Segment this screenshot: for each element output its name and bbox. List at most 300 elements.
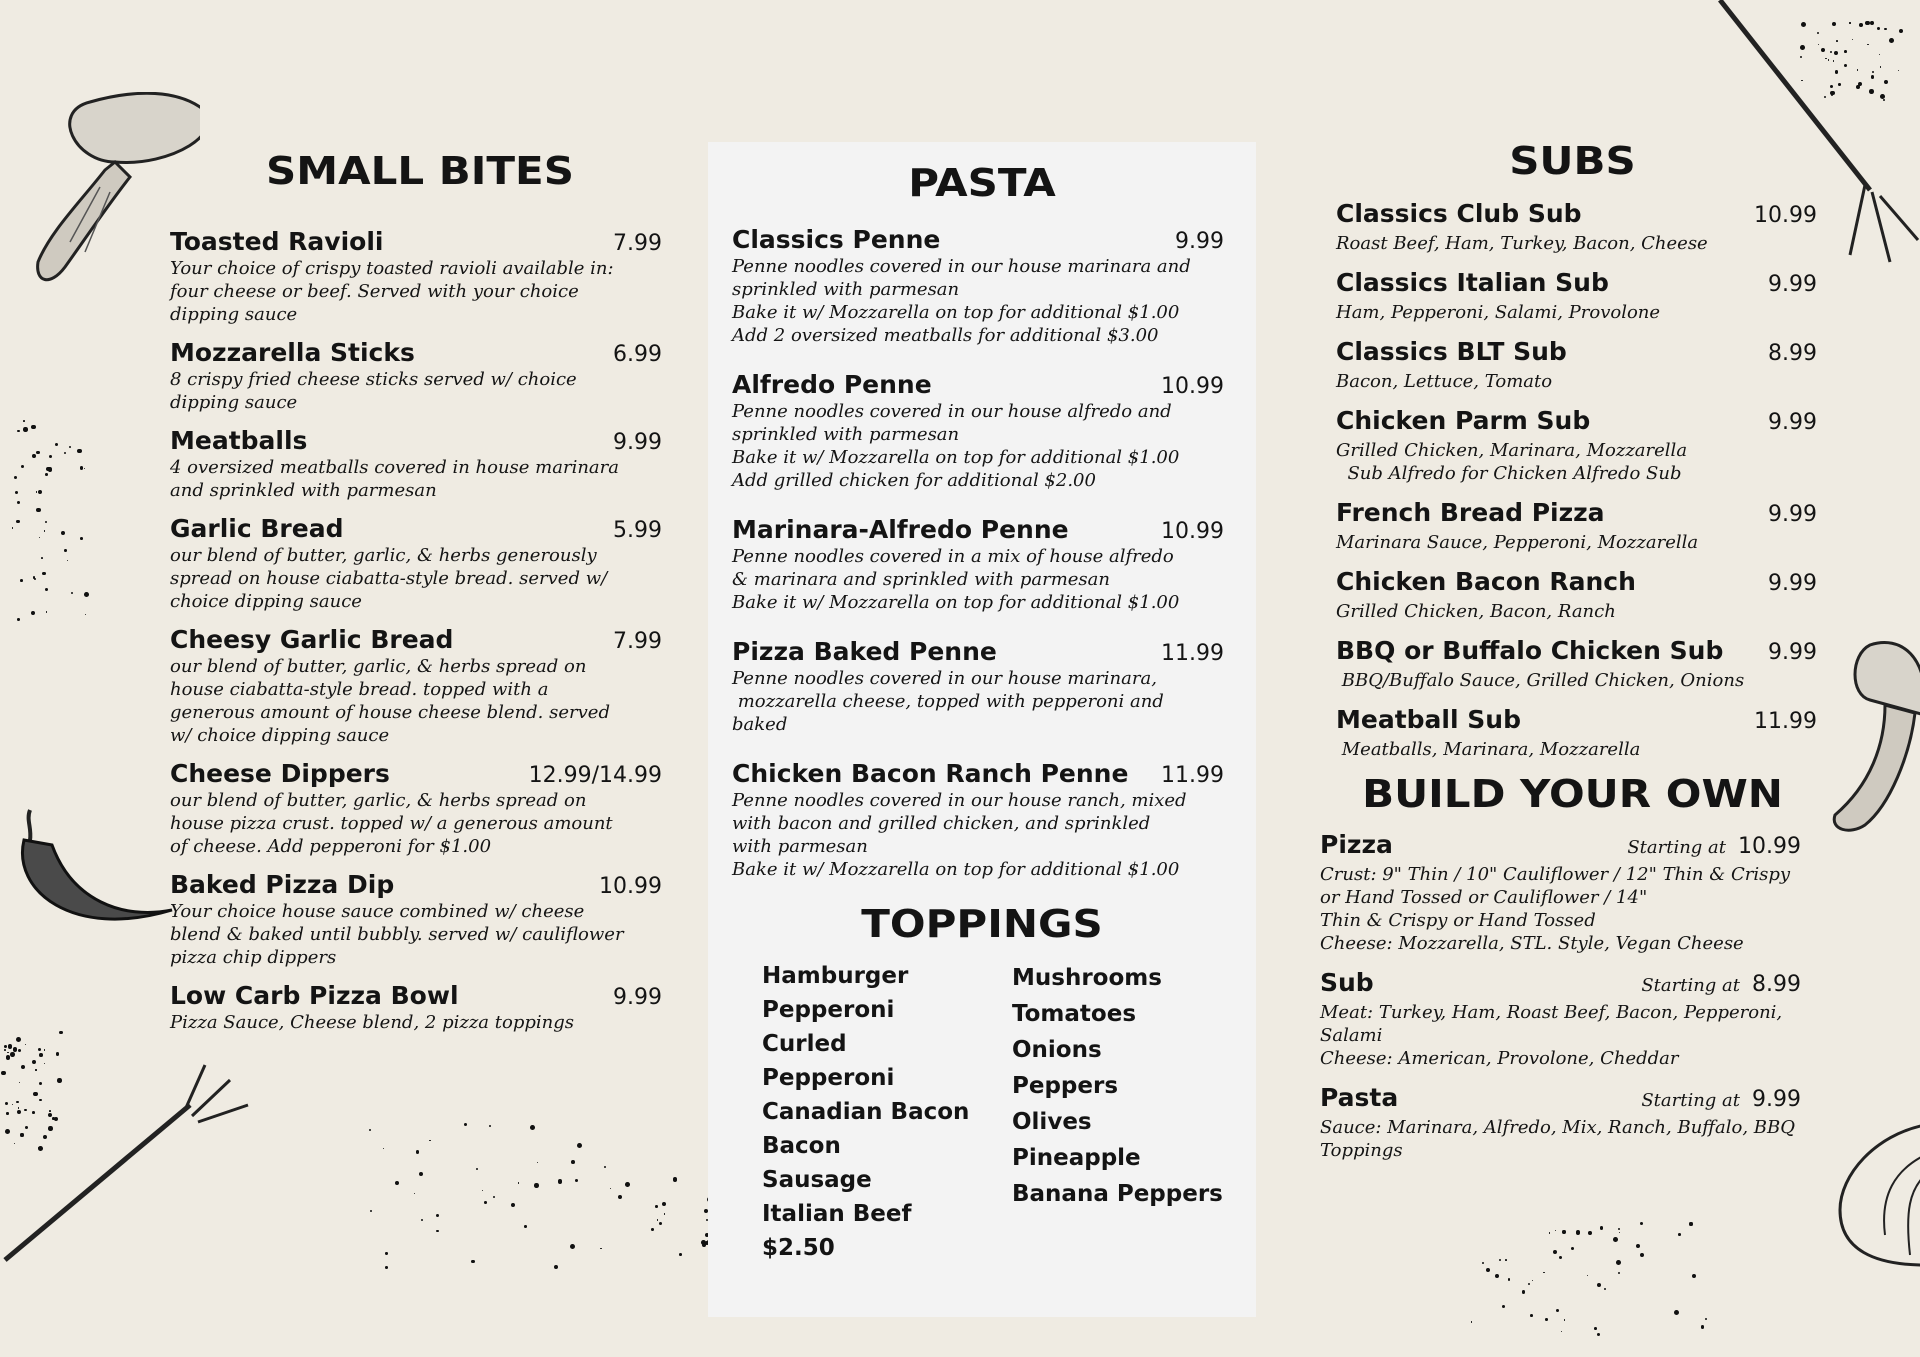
ink-speck xyxy=(558,1179,563,1184)
menu-item-name: Meatballs xyxy=(170,426,308,455)
ink-speck xyxy=(554,1265,558,1269)
description-line: Cheese: American, Provolone, Cheddar xyxy=(1320,1048,1679,1069)
ink-speck xyxy=(1800,45,1805,50)
menu-item xyxy=(170,758,670,858)
ink-speck xyxy=(39,1053,43,1057)
description-line: Penne noodles covered in our house marinara and xyxy=(732,256,1191,277)
ink-speck xyxy=(1618,1272,1620,1274)
menu-item-price: 9.99 xyxy=(1768,272,1817,297)
topping-item: Bacon xyxy=(762,1133,841,1159)
description-line: Grilled Chicken, Marinara, Mozzarella xyxy=(1336,440,1688,461)
ink-speck xyxy=(1821,48,1825,52)
ink-speck xyxy=(1571,1247,1574,1250)
ink-speck xyxy=(61,531,65,535)
ink-speck xyxy=(416,1150,420,1154)
description-line: of cheese. Add pepperoni for $1.00 xyxy=(170,836,492,857)
menu-list xyxy=(1320,198,1825,761)
menu-item xyxy=(732,636,1232,736)
topping-item: Sausage xyxy=(762,1167,872,1193)
menu-item-name: Chicken Bacon Ranch xyxy=(1336,567,1636,596)
ink-speck xyxy=(1587,1275,1588,1276)
description-line: Roast Beef, Ham, Turkey, Bacon, Cheese xyxy=(1336,233,1708,254)
ink-speck xyxy=(71,592,73,594)
ink-speck xyxy=(1556,1309,1560,1313)
menu-item-price: 7.99 xyxy=(613,629,662,654)
menu-item-price: 6.99 xyxy=(613,342,662,367)
menu-item xyxy=(1320,267,1825,324)
ink-speck xyxy=(702,1243,706,1247)
ink-speck xyxy=(1530,1314,1533,1317)
description-line: Marinara Sauce, Pepperoni, Mozzarella xyxy=(1336,532,1699,553)
description-line: our blend of butter, garlic, & herbs generously xyxy=(170,545,597,566)
ink-speck xyxy=(36,491,37,492)
ink-speck xyxy=(1830,51,1832,53)
ink-speck xyxy=(1562,1230,1565,1233)
description-line: dipping sauce xyxy=(170,304,298,325)
menu-item xyxy=(170,624,670,747)
menu-item xyxy=(1320,635,1825,692)
menu-item-name: Alfredo Penne xyxy=(732,370,932,399)
ink-speck xyxy=(436,1214,439,1217)
ink-speck xyxy=(4,1045,7,1048)
ink-speck xyxy=(575,1179,578,1182)
menu-item-header xyxy=(170,624,670,655)
description-line: or Hand Tossed or Cauliflower / 14" xyxy=(1320,887,1648,908)
ink-speck xyxy=(17,430,20,433)
ink-speck xyxy=(1597,1283,1601,1287)
ink-speck xyxy=(45,473,48,476)
menu-item-price: 9.99 xyxy=(1175,229,1224,254)
description-line: Penne noodles covered in our house alfredo and xyxy=(732,401,1172,422)
ink-speck xyxy=(45,588,48,591)
description-line: Bake it w/ Mozzarella on top for additional $1.00 xyxy=(732,859,1180,880)
description-line: Ham, Pepperoni, Salami, Provolone xyxy=(1336,302,1661,323)
build-item-description xyxy=(1320,1001,1825,1070)
ink-speck xyxy=(662,1202,666,1206)
ink-speck xyxy=(23,420,25,422)
ink-speck xyxy=(44,530,46,532)
menu-item-name: Classics BLT Sub xyxy=(1336,337,1567,366)
build-item-price: 10.99 xyxy=(1738,834,1801,859)
menu-item-price: 11.99 xyxy=(1754,709,1817,734)
ink-speck xyxy=(530,1125,535,1130)
description-line: pizza chip dippers xyxy=(170,947,337,968)
ink-speck xyxy=(64,452,66,454)
ink-speck xyxy=(518,1182,519,1183)
menu-item-header xyxy=(732,514,1232,545)
ink-speck xyxy=(489,1125,491,1127)
ink-speck xyxy=(1636,1244,1640,1248)
topping-item: Italian Beef $2.50 xyxy=(762,1201,912,1261)
description-line: with parmesan xyxy=(732,836,868,857)
menu-item-price: 9.99 xyxy=(613,430,662,455)
menu-item-description xyxy=(1336,301,1825,324)
description-line: our blend of butter, garlic, & herbs spread on xyxy=(170,656,587,677)
ink-speck xyxy=(1640,1222,1644,1226)
menu-item-header xyxy=(1336,267,1825,298)
menu-item-header xyxy=(170,758,670,789)
description-line: mozzarella cheese, topped with pepperoni and xyxy=(732,691,1164,712)
description-line: Toppings xyxy=(1320,1140,1403,1161)
description-line: & marinara and sprinkled with parmesan xyxy=(732,569,1110,590)
menu-item-description xyxy=(170,368,670,414)
ink-speck xyxy=(1564,1319,1565,1320)
ink-speck xyxy=(25,1044,26,1045)
menu-item-description xyxy=(732,400,1232,492)
menu-item-name: Chicken Bacon Ranch Penne xyxy=(732,759,1129,788)
menu-item xyxy=(170,513,670,613)
ink-speck xyxy=(1838,83,1841,86)
menu-item-description xyxy=(1336,738,1825,761)
menu-item xyxy=(1320,198,1825,255)
description-line: Bake it w/ Mozzarella on top for additional $1.00 xyxy=(732,592,1180,613)
ink-speck xyxy=(1833,60,1835,62)
description-line: Penne noodles covered in a mix of house alfredo xyxy=(732,546,1174,567)
menu-item xyxy=(732,369,1232,492)
ink-speck xyxy=(23,427,27,431)
ink-speck xyxy=(35,1069,36,1070)
ink-speck xyxy=(604,1166,606,1168)
description-line: Bacon, Lettuce, Tomato xyxy=(1336,371,1553,392)
build-item-name: Pasta xyxy=(1320,1083,1399,1112)
description-line: choice dipping sauce xyxy=(170,591,362,612)
build-item-price: 8.99 xyxy=(1752,972,1801,997)
description-line: Thin & Crispy or Hand Tossed xyxy=(1320,910,1596,931)
menu-item xyxy=(170,226,670,326)
description-line: Sauce: Marinara, Alfredo, Mix, Ranch, Buffalo, BBQ xyxy=(1320,1117,1796,1138)
chili-pepper-icon xyxy=(12,800,182,950)
ink-speck xyxy=(80,537,83,540)
menu-item-price: 10.99 xyxy=(599,874,662,899)
starting-at-label: Starting at xyxy=(1641,1090,1741,1111)
description-line: sprinkled with parmesan xyxy=(732,424,960,445)
ink-speck xyxy=(1640,1253,1644,1257)
menu-item-header xyxy=(1336,198,1825,229)
ink-speck xyxy=(43,1135,47,1139)
ink-speck xyxy=(657,1219,658,1220)
ink-speck xyxy=(1594,1327,1597,1330)
description-line: Penne noodles covered in our house marinara, xyxy=(732,668,1157,689)
description-line: Meatballs, Marinara, Mozzarella xyxy=(1336,739,1641,760)
description-line: our blend of butter, garlic, & herbs spread on xyxy=(170,790,587,811)
ink-speck xyxy=(34,578,36,580)
ink-speck xyxy=(1830,85,1833,88)
ink-speck xyxy=(39,537,40,538)
menu-item-description xyxy=(170,544,670,613)
build-item-header xyxy=(1320,829,1825,860)
menu-item-header xyxy=(1336,336,1825,367)
ink-speck xyxy=(5,1129,10,1134)
topping-item: Onions xyxy=(1012,1037,1102,1063)
ink-speck xyxy=(38,1146,43,1151)
pasta-section xyxy=(708,142,1256,1317)
menu-item-price: 11.99 xyxy=(1161,641,1224,666)
ink-speck xyxy=(537,1162,538,1163)
build-item-description xyxy=(1320,863,1825,955)
ink-speck xyxy=(1613,1237,1618,1242)
menu-item-description xyxy=(1336,531,1825,554)
build-your-own-list xyxy=(1320,829,1825,1162)
ink-speck xyxy=(419,1172,423,1176)
ink-speck xyxy=(31,425,36,430)
menu-item-price: 11.99 xyxy=(1161,763,1224,788)
ink-speck xyxy=(1856,85,1860,89)
menu-item-name: French Bread Pizza xyxy=(1336,498,1605,527)
ink-speck xyxy=(1872,71,1874,73)
ink-speck xyxy=(32,454,36,458)
ink-speck xyxy=(1836,40,1838,42)
toppings-title: TOPPINGS xyxy=(861,901,1103,947)
description-line: generous amount of house cheese blend. served xyxy=(170,702,610,723)
menu-item-header xyxy=(170,337,670,368)
ink-speck xyxy=(6,1112,8,1114)
ink-speck xyxy=(1553,1250,1558,1255)
ink-speck xyxy=(1549,1232,1550,1233)
ink-speck xyxy=(1616,1260,1621,1265)
description-line: 8 crispy fried cheese sticks served w/ choice xyxy=(170,369,577,390)
menu-item-description xyxy=(170,900,670,969)
ink-speck xyxy=(21,465,25,469)
menu-item-name: Marinara-Alfredo Penne xyxy=(732,515,1069,544)
section-title: PASTA xyxy=(908,160,1056,206)
build-item-price: 9.99 xyxy=(1752,1087,1801,1112)
menu-item-description xyxy=(170,1011,670,1034)
ink-speck xyxy=(1705,1318,1707,1320)
ink-speck xyxy=(1471,1321,1473,1323)
ink-speck xyxy=(1871,75,1874,78)
menu-item-price: 8.99 xyxy=(1768,341,1817,366)
menu-item-header xyxy=(732,224,1232,255)
menu-item-name: Toasted Ravioli xyxy=(170,227,384,256)
mushroom-icon xyxy=(1830,635,1920,835)
ink-speck xyxy=(484,1201,487,1204)
menu-item-name: BBQ or Buffalo Chicken Sub xyxy=(1336,636,1724,665)
topping-item: Peppers xyxy=(1012,1073,1119,1099)
menu-item-price: 5.99 xyxy=(613,518,662,543)
ink-speck xyxy=(12,527,13,528)
ink-speck xyxy=(8,1044,12,1048)
menu-item-description xyxy=(1336,232,1825,255)
description-line: Sub Alfredo for Chicken Alfredo Sub xyxy=(1336,463,1682,484)
build-item-name: Sub xyxy=(1320,968,1374,997)
ink-speck xyxy=(1689,1222,1692,1225)
menu-item-name: Cheesy Garlic Bread xyxy=(170,625,454,654)
build-item-header xyxy=(1320,1082,1825,1113)
ink-speck xyxy=(493,1196,495,1198)
ink-speck xyxy=(1884,80,1888,84)
ink-speck xyxy=(20,579,23,582)
ink-speck xyxy=(1898,70,1899,71)
ink-speck xyxy=(1559,1256,1563,1260)
ink-speck xyxy=(1561,1331,1563,1333)
menu-item xyxy=(1320,497,1825,554)
description-line: BBQ/Buffalo Sauce, Grilled Chicken, Onions xyxy=(1336,670,1745,691)
ink-speck xyxy=(1692,1274,1696,1278)
ink-speck xyxy=(18,1049,21,1052)
ink-speck xyxy=(57,1078,61,1082)
description-line: Add grilled chicken for additional $2.00 xyxy=(732,470,1096,491)
ink-speck xyxy=(1828,59,1830,61)
ink-speck xyxy=(42,572,45,575)
menu-item xyxy=(732,514,1232,614)
starting-at-label: Starting at xyxy=(1641,975,1741,996)
description-line: spread on house ciabatta-style bread. served w/ xyxy=(170,568,608,589)
description-line: Your choice of crispy toasted ravioli available in: xyxy=(170,258,614,279)
ink-speck xyxy=(80,466,84,470)
ink-speck xyxy=(659,1222,662,1225)
menu-item xyxy=(170,337,670,414)
ink-speck xyxy=(436,1230,438,1232)
ink-speck xyxy=(476,1168,478,1170)
topping-item: Mushrooms xyxy=(1012,965,1162,991)
ink-speck xyxy=(1835,70,1838,73)
description-line: house ciabatta-style bread. topped with a xyxy=(170,679,549,700)
description-line: dipping sauce xyxy=(170,392,298,413)
ink-speck xyxy=(1604,1288,1606,1290)
ink-speck xyxy=(1817,32,1819,34)
ink-speck xyxy=(1674,1310,1679,1315)
ink-speck xyxy=(385,1252,387,1254)
description-line: with bacon and grilled chicken, and sprinkled xyxy=(732,813,1151,834)
menu-item-header xyxy=(1336,405,1825,436)
ink-speck xyxy=(471,1260,475,1264)
ink-speck xyxy=(1499,1259,1501,1261)
ink-speck xyxy=(1555,1230,1556,1231)
topping-item: Curled Pepperoni xyxy=(762,1031,895,1091)
ink-speck xyxy=(39,1082,42,1085)
ink-speck xyxy=(421,1219,424,1222)
topping-item: Pineapple xyxy=(1012,1145,1141,1171)
ink-speck xyxy=(429,1140,430,1141)
garlic-icon xyxy=(1835,1115,1920,1275)
starting-at-label: Starting at xyxy=(1627,837,1727,858)
menu-item xyxy=(170,869,670,969)
menu-item-price: 9.99 xyxy=(613,985,662,1010)
menu-item-header xyxy=(170,226,670,257)
ink-speck xyxy=(625,1182,630,1187)
ink-speck xyxy=(1701,1325,1705,1329)
ink-speck xyxy=(15,491,18,494)
ink-speck xyxy=(1482,1262,1484,1264)
menu-item-price: 7.99 xyxy=(613,231,662,256)
ink-speck xyxy=(14,476,17,479)
ink-speck xyxy=(679,1253,682,1256)
ink-speck xyxy=(370,1210,372,1212)
ink-speck xyxy=(577,1143,582,1148)
topping-item: Banana Peppers xyxy=(1012,1181,1223,1207)
ink-speck xyxy=(52,1117,55,1120)
menu-item xyxy=(1320,704,1825,761)
ink-speck xyxy=(395,1181,400,1186)
menu-item-name: Mozzarella Sticks xyxy=(170,338,415,367)
ink-speck xyxy=(16,520,20,524)
menu-item-name: Classics Italian Sub xyxy=(1336,268,1609,297)
ink-speck xyxy=(64,549,67,552)
ink-speck xyxy=(1576,1230,1580,1234)
ink-speck xyxy=(1522,1290,1525,1293)
ink-speck xyxy=(19,1082,20,1083)
menu-item-header xyxy=(732,369,1232,400)
menu-item-description xyxy=(170,655,670,747)
menu-item-header xyxy=(1336,566,1825,597)
description-line: Your choice house sauce combined w/ cheese xyxy=(170,901,585,922)
ink-speck xyxy=(383,1148,384,1149)
menu-item-header xyxy=(732,758,1232,789)
description-line: 4 oversized meatballs covered in house marinara xyxy=(170,457,619,478)
ink-speck xyxy=(38,490,42,494)
ink-speck xyxy=(49,1110,51,1112)
ink-speck xyxy=(511,1203,515,1207)
description-line: Add 2 oversized meatballs for additional $3.00 xyxy=(732,325,1159,346)
menu-item-name: Garlic Bread xyxy=(170,514,344,543)
menu-item xyxy=(170,980,670,1034)
ink-speck xyxy=(1870,21,1874,25)
menu-item-description xyxy=(1336,370,1825,393)
ink-speck xyxy=(41,557,43,559)
ink-speck xyxy=(1508,1278,1511,1281)
ink-speck xyxy=(36,451,39,454)
ink-speck xyxy=(84,592,89,597)
menu-item-price: 9.99 xyxy=(1768,571,1817,596)
menu-item-description xyxy=(170,257,670,326)
small-bites-section xyxy=(170,150,670,1045)
build-item xyxy=(1320,829,1825,955)
ink-speck xyxy=(46,611,47,612)
ink-speck xyxy=(524,1225,527,1228)
ink-speck xyxy=(77,449,81,453)
ink-speck xyxy=(655,1205,658,1208)
build-item-description xyxy=(1320,1116,1825,1162)
ink-speck xyxy=(45,521,47,523)
description-line: Salami xyxy=(1320,1025,1383,1046)
menu-item-header xyxy=(732,636,1232,667)
topping-item: Olives xyxy=(1012,1109,1092,1135)
section-title: SMALL BITES xyxy=(266,148,574,194)
ink-speck xyxy=(24,1109,26,1111)
menu-item-description xyxy=(732,255,1232,347)
topping-item: Hamburger xyxy=(762,963,909,989)
description-line: Cheese: Mozzarella, STL. Style, Vegan Cheese xyxy=(1320,933,1744,954)
description-line: house pizza crust. topped w/ a generous amount xyxy=(170,813,613,834)
ink-speck xyxy=(464,1123,467,1126)
ink-speck xyxy=(31,611,35,615)
menu-item-price: 9.99 xyxy=(1768,502,1817,527)
menu-item-name: Meatball Sub xyxy=(1336,705,1521,734)
description-line: and sprinkled with parmesan xyxy=(170,480,437,501)
description-line: Crust: 9" Thin / 10" Cauliflower / 12" Thin & Crispy xyxy=(1320,864,1791,885)
ink-speck xyxy=(673,1177,678,1182)
description-line: Penne noodles covered in our house ranch, mixed xyxy=(732,790,1187,811)
menu-item-name: Low Carb Pizza Bowl xyxy=(170,981,459,1010)
ink-speck xyxy=(664,1213,666,1215)
menu-item-header xyxy=(1336,704,1825,735)
ink-speck xyxy=(571,1160,575,1164)
menu-item-description xyxy=(732,789,1232,881)
build-item xyxy=(1320,1082,1825,1162)
ink-speck xyxy=(482,1190,483,1191)
ink-speck xyxy=(84,468,85,469)
ink-speck xyxy=(7,1052,8,1053)
menu-list xyxy=(732,224,1232,881)
ink-speck xyxy=(618,1195,622,1199)
topping-item: Pepperoni xyxy=(762,997,895,1023)
menu-item-name: Chicken Parm Sub xyxy=(1336,406,1591,435)
description-line: sprinkled with parmesan xyxy=(732,279,960,300)
ink-speck xyxy=(414,1193,415,1194)
ink-speck xyxy=(1824,96,1826,98)
toppings-column-left xyxy=(732,959,982,1265)
topping-item: Canadian Bacon xyxy=(762,1099,970,1125)
